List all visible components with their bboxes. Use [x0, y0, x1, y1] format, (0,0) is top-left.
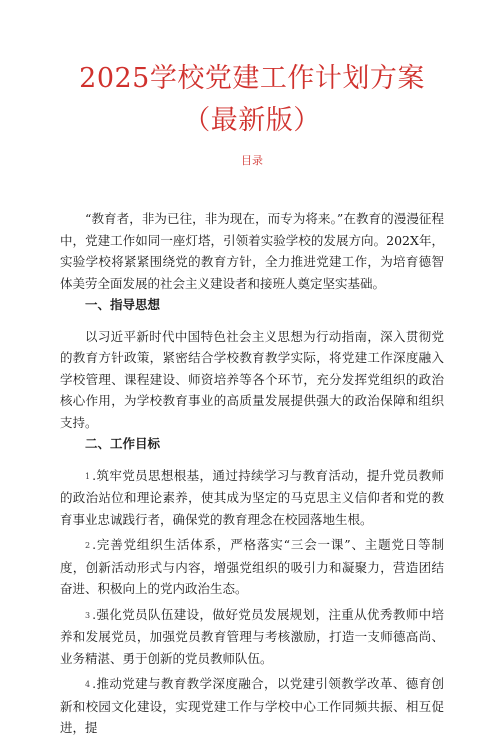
- document-subtitle: （最新版）: [183, 105, 321, 136]
- list-item-number: 4: [85, 680, 91, 689]
- list-item-text: .强化党员队伍建设，做好党员发展规划，注重从优秀教师中培养和发展党员，加强党员教育管理与考核激励，打造一支师德高尚、业务精湛、勇于创新的党员教师队伍。: [60, 606, 444, 666]
- guiding-paragraph: 以习近平新时代中国特色社会主义思想为行动指南，深入贯彻党的教育方针政策，紧密结合学校教育教学实际，将党建工作深度融入学校管理、课程建设、师资培养等各个环节，充分发挥党组织的政治核心作用，为学校教育事业的高质量发展提供强大的政治保障和组织支持。: [60, 328, 444, 430]
- list-item: [60, 534, 444, 600]
- section-heading-goals: 二、工作目标: [85, 436, 161, 451]
- list-item-number: 3: [85, 610, 91, 620]
- list-item: [60, 673, 444, 739]
- list-item-number: 2: [85, 541, 91, 550]
- list-item-number: 1: [85, 471, 91, 481]
- list-item: [60, 604, 444, 670]
- goals-list: [60, 465, 444, 739]
- list-item-text: .推动党建与教育教学深度融合，以党建引领教学改革、德育创新和校园文化建设，实现党建工作与学校中心工作同频共振、相互促进，提: [60, 676, 444, 735]
- intro-paragraph: “教育者，非为已往，非为现在，而专为将来。”在教育的漫漫征程中，党建工作如同一座灯塔，引领着实验学校的发展方向。202X年，实验学校将紧紧围绕党的教育方针，全力推进党建工作，为培育德智体美劳全面发展的社会主义建设者和接班人奠定坚实基础。: [60, 211, 444, 291]
- section-heading-guiding: 一、指导思想: [85, 297, 161, 312]
- list-item-text: .完善党组织生活体系，严格落实“三会一课”、主题党日等制度，创新活动形式与内容，增强党组织的吸引力和凝聚力，营造团结奋进、积极向上的党内政治生态。: [60, 537, 444, 596]
- list-item-text: .筑牢党员思想根基，通过持续学习与教育活动，提升党员教师的政治站位和理论素养，使其成为坚定的马克思主义信仰者和党的教育事业忠诚践行者，确保党的教育理念在校园落地生根。: [60, 467, 444, 527]
- document-title: 2025学校党建工作计划方案: [79, 63, 425, 94]
- list-item: [60, 465, 444, 531]
- toc-link[interactable]: 目录: [241, 154, 263, 167]
